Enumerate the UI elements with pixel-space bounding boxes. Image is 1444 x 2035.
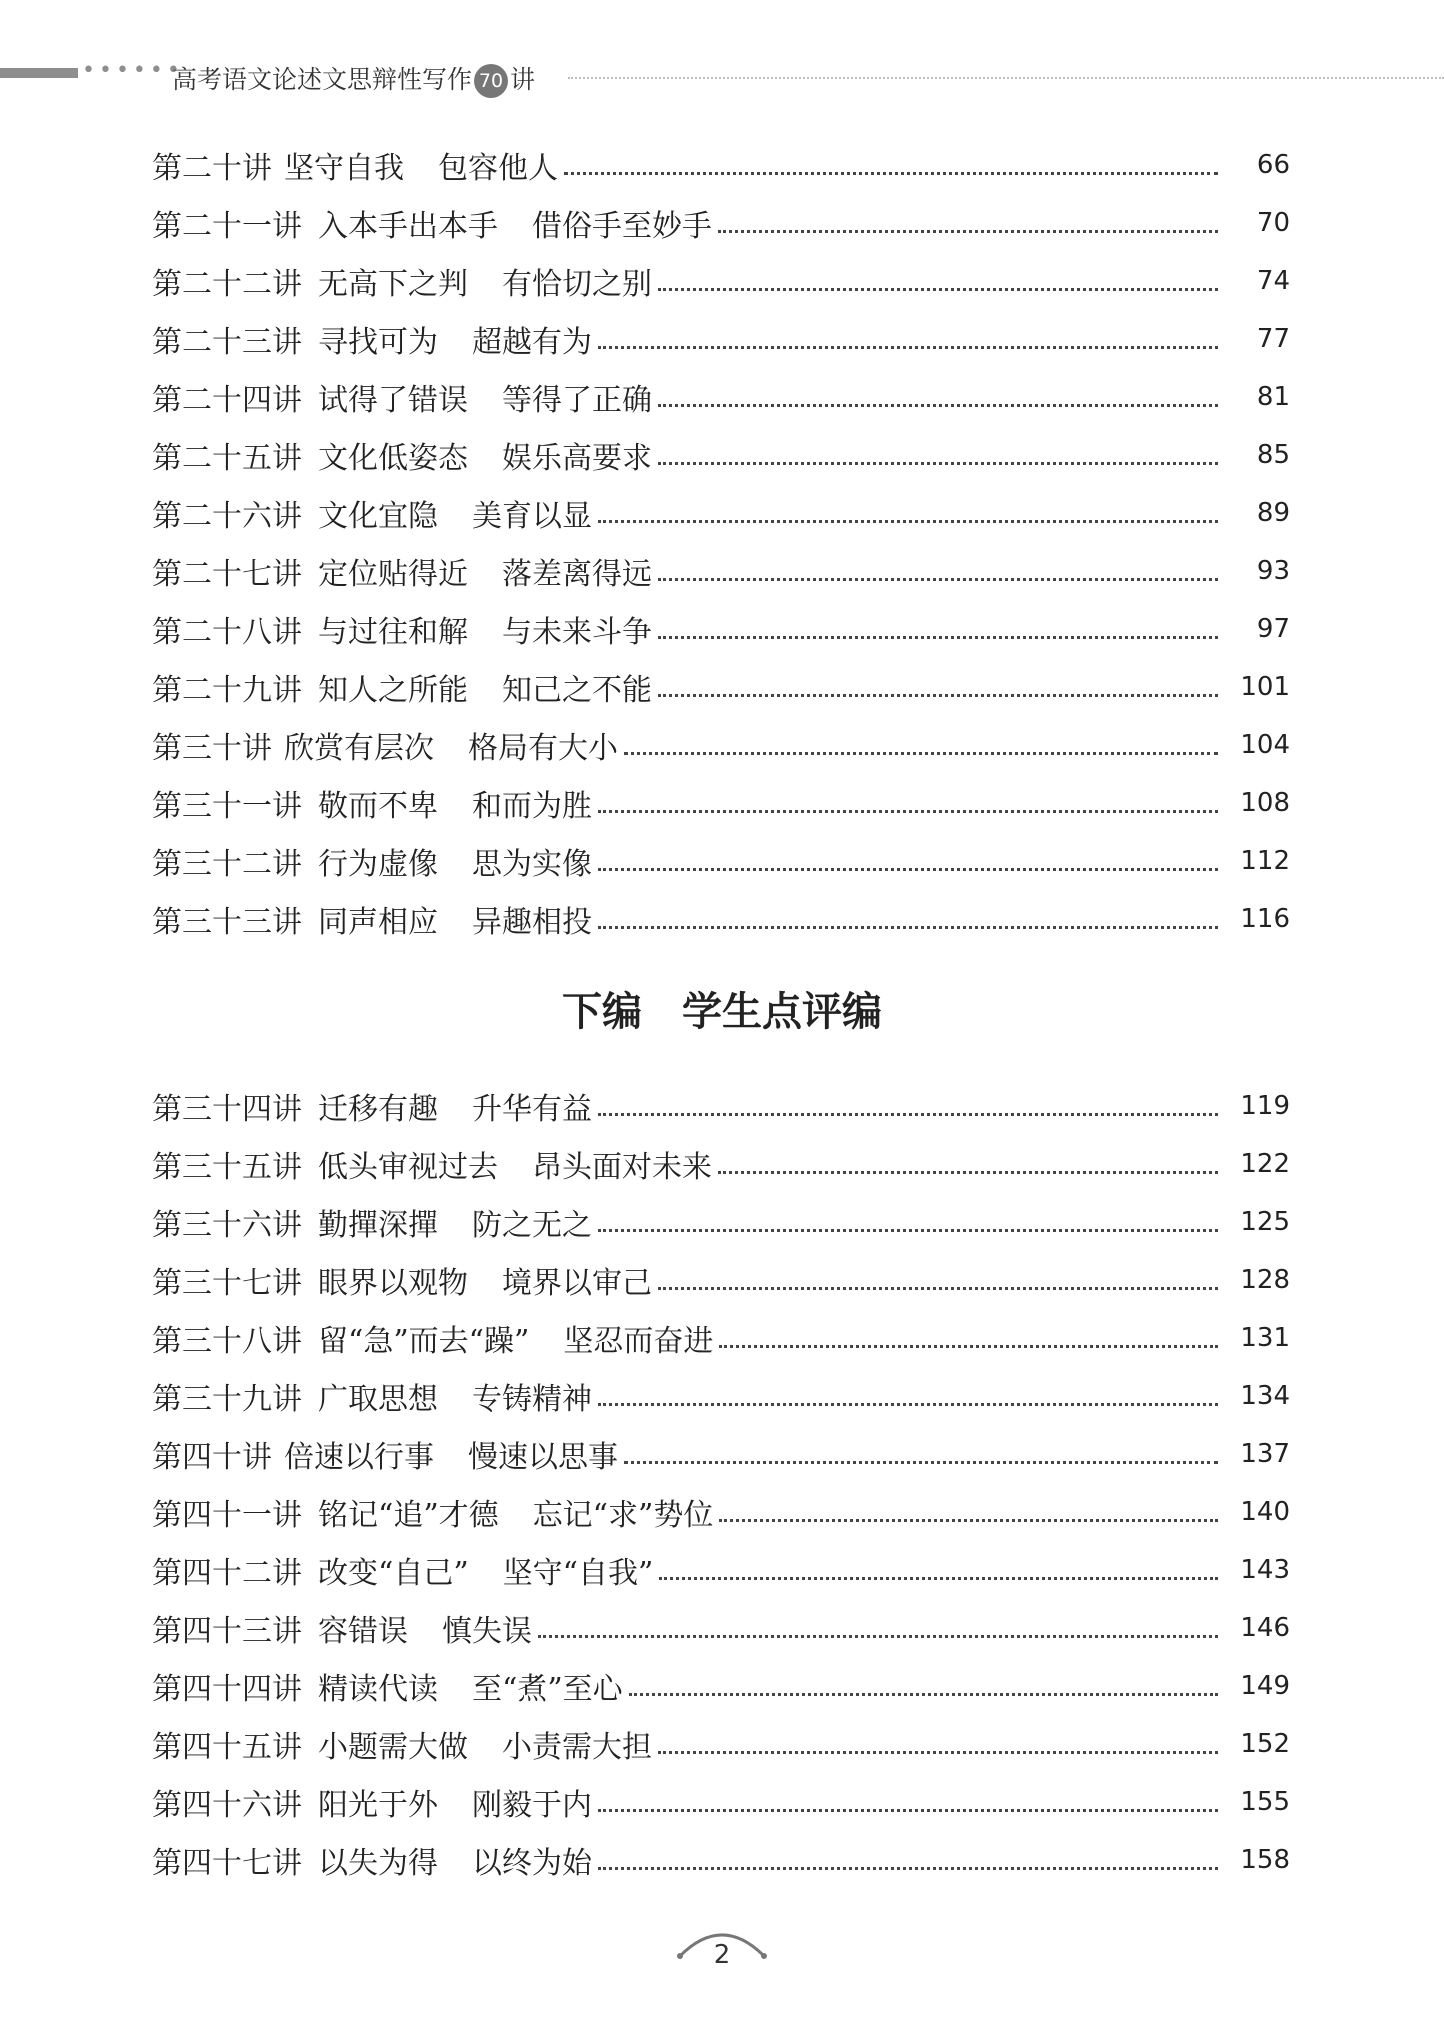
entry-title-part1: 试得了错误: [318, 383, 468, 418]
entry-page-number: 112: [1240, 846, 1290, 876]
entry-title-part1: 定位贴得近: [318, 557, 468, 592]
chapter-number: 第二十六讲: [152, 499, 302, 534]
entry-title-part2: 落差离得远: [502, 557, 652, 592]
dot-leader: [658, 288, 1218, 291]
entry-title-part1: 同声相应: [318, 905, 438, 940]
entry-title-part1: 容错误: [318, 1614, 408, 1649]
dot-leader: [624, 1461, 1218, 1464]
chapter-number: 第三十四讲: [152, 1092, 302, 1127]
dot-leader: [719, 1345, 1218, 1348]
toc-entry[interactable]: [152, 194, 1290, 252]
entry-title-part2: 坚忍而奋进: [563, 1324, 714, 1359]
toc-lower: [152, 1077, 1290, 1889]
section-heading: 下编 学生点评编: [562, 989, 882, 1035]
entry-title-part2: 知己之不能: [502, 673, 652, 708]
toc-entry[interactable]: [152, 368, 1290, 426]
chapter-number: 第四十三讲: [152, 1614, 302, 1649]
dot-leader: [624, 752, 1218, 755]
entry-page-number: 74: [1256, 266, 1290, 296]
dot-leader: [538, 1635, 1218, 1638]
toc-entry[interactable]: [152, 1831, 1290, 1889]
entry-title-part1: 眼界以观物: [318, 1266, 468, 1301]
toc-entry[interactable]: [152, 1077, 1290, 1135]
entry-page-number: 128: [1240, 1265, 1290, 1295]
chapter-number: 第四十二讲: [152, 1556, 302, 1591]
entry-title-part2: 娱乐高要求: [502, 441, 652, 476]
entry-title-part1: 铭记“追”才德: [318, 1498, 499, 1533]
dot-leader: [598, 520, 1218, 523]
header-dots: ••••••: [82, 58, 184, 83]
dot-leader: [658, 462, 1218, 465]
chapter-number: 第二十讲: [152, 151, 272, 186]
chapter-number: 第三十三讲: [152, 905, 302, 940]
entry-title-part1: 小题需大做: [318, 1730, 468, 1765]
entry-title-part1: 广取思想: [318, 1382, 438, 1417]
running-header: [0, 52, 1444, 102]
entry-page-number: 77: [1256, 324, 1290, 354]
entry-title-part1: 敬而不卑: [318, 789, 438, 824]
entry-title-part2: 昂头面对未来: [532, 1150, 712, 1185]
entry-title-part1: 改变“自己”: [318, 1556, 469, 1591]
entry-title-part1: 与过往和解: [318, 615, 468, 650]
entry-title-part1: 文化宜隐: [318, 499, 438, 534]
chapter-number: 第三十讲: [152, 731, 272, 766]
toc-entry[interactable]: [152, 1599, 1290, 1657]
entry-title-part1: 勤撣深撣: [318, 1208, 438, 1243]
entry-title-part2: 格局有大小: [468, 731, 618, 766]
entry-title-part2: 与未来斗争: [502, 615, 652, 650]
entry-page-number: 108: [1240, 788, 1290, 818]
toc-entry[interactable]: [152, 1541, 1290, 1599]
entry-page-number: 81: [1256, 382, 1290, 412]
book-title: [172, 60, 535, 98]
dot-leader: [598, 1809, 1218, 1812]
toc-upper: [152, 136, 1290, 948]
entry-page-number: 116: [1240, 904, 1290, 934]
dot-leader: [564, 172, 1218, 175]
entry-title-part1: 无高下之判: [318, 267, 468, 302]
dot-leader: [659, 1577, 1218, 1580]
entry-title-part2: 小责需大担: [502, 1730, 652, 1765]
toc-entry[interactable]: [152, 832, 1290, 890]
toc-entry[interactable]: [152, 1193, 1290, 1251]
entry-title-part1: 迁移有趣: [318, 1092, 438, 1127]
chapter-number: 第三十九讲: [152, 1382, 302, 1417]
entry-title-part2: 境界以审己: [502, 1266, 652, 1301]
chapter-number: 第三十二讲: [152, 847, 302, 882]
chapter-number: 第二十七讲: [152, 557, 302, 592]
entry-page-number: 104: [1240, 730, 1290, 760]
entry-page-number: 125: [1240, 1207, 1290, 1237]
toc-entry[interactable]: [152, 890, 1290, 948]
chapter-number: 第二十八讲: [152, 615, 302, 650]
dot-leader: [598, 1229, 1218, 1232]
entry-title-part1: 行为虚像: [318, 847, 438, 882]
chapter-number: 第四十五讲: [152, 1730, 302, 1765]
dot-leader: [658, 1287, 1218, 1290]
entry-title-part2: 等得了正确: [502, 383, 652, 418]
entry-page-number: 137: [1240, 1439, 1290, 1469]
toc-entry[interactable]: [152, 542, 1290, 600]
entry-page-number: 158: [1240, 1845, 1290, 1875]
entry-title-part1: 寻找可为: [318, 325, 438, 360]
page-number: 2: [713, 1940, 731, 1970]
title-number-badge: 70: [474, 64, 508, 98]
dot-leader: [658, 578, 1218, 581]
entry-title-part1: 知人之所能: [318, 673, 468, 708]
chapter-number: 第四十一讲: [152, 1498, 302, 1533]
toc-entry[interactable]: [152, 658, 1290, 716]
chapter-number: 第四十讲: [152, 1440, 272, 1475]
dot-leader: [598, 1403, 1218, 1406]
entry-page-number: 97: [1256, 614, 1290, 644]
entry-page-number: 134: [1240, 1381, 1290, 1411]
book-title-suffix: 讲: [510, 65, 536, 94]
toc-entry[interactable]: [152, 1135, 1290, 1193]
entry-title-part1: 留“急”而去“躁”: [318, 1324, 530, 1359]
chapter-number: 第三十六讲: [152, 1208, 302, 1243]
dot-leader: [598, 810, 1218, 813]
entry-title-part2: 慢速以思事: [468, 1440, 618, 1475]
entry-page-number: 131: [1240, 1323, 1290, 1353]
toc-entry[interactable]: [152, 1715, 1290, 1773]
entry-page-number: 85: [1256, 440, 1290, 470]
entry-title-part1: 入本手出本手: [318, 209, 498, 244]
chapter-number: 第二十四讲: [152, 383, 302, 418]
entry-title-part1: 坚守自我: [284, 151, 404, 186]
dot-leader: [718, 230, 1218, 233]
entry-title-part1: 倍速以行事: [284, 1440, 434, 1475]
entry-page-number: 93: [1256, 556, 1290, 586]
dot-leader: [598, 926, 1218, 929]
entry-title-part2: 和而为胜: [472, 789, 592, 824]
toc-entry[interactable]: [152, 136, 1290, 194]
entry-page-number: 89: [1256, 498, 1290, 528]
entry-title-part2: 至“煮”至心: [472, 1672, 623, 1707]
entry-title-part1: 文化低姿态: [318, 441, 468, 476]
chapter-number: 第四十四讲: [152, 1672, 302, 1707]
entry-title-part2: 以终为始: [472, 1846, 592, 1881]
dot-leader: [598, 868, 1218, 871]
entry-title-part2: 美育以显: [472, 499, 592, 534]
chapter-number: 第二十三讲: [152, 325, 302, 360]
dot-leader: [598, 346, 1218, 349]
entry-page-number: 149: [1240, 1671, 1290, 1701]
entry-page-number: 70: [1256, 208, 1290, 238]
toc-entry[interactable]: [152, 1425, 1290, 1483]
chapter-number: 第二十五讲: [152, 441, 302, 476]
dot-leader: [598, 1113, 1218, 1116]
entry-title-part2: 异趣相投: [472, 905, 592, 940]
toc-entry[interactable]: [152, 426, 1290, 484]
entry-title-part2: 升华有益: [472, 1092, 592, 1127]
chapter-number: 第四十七讲: [152, 1846, 302, 1881]
page-footer: [0, 1920, 1444, 1990]
book-title-text: 高考语文论述文思辩性写作: [172, 65, 473, 94]
entry-page-number: 119: [1240, 1091, 1290, 1121]
entry-title-part1: 精读代读: [318, 1672, 438, 1707]
entry-page-number: 66: [1256, 150, 1290, 180]
toc-entry[interactable]: [152, 774, 1290, 832]
dot-leader: [658, 1751, 1218, 1754]
chapter-number: 第三十五讲: [152, 1150, 302, 1185]
chapter-number: 第二十二讲: [152, 267, 302, 302]
toc-entry[interactable]: [152, 1251, 1290, 1309]
entry-page-number: 143: [1240, 1555, 1290, 1585]
entry-title-part2: 刚毅于内: [472, 1788, 592, 1823]
entry-title-part2: 防之无之: [472, 1208, 592, 1243]
dot-leader: [598, 1867, 1218, 1870]
chapter-number: 第二十九讲: [152, 673, 302, 708]
entry-title-part2: 坚守“自我”: [502, 1556, 654, 1591]
dot-leader: [629, 1693, 1218, 1696]
entry-title-part2: 慎失误: [442, 1614, 532, 1649]
dot-leader: [658, 636, 1218, 639]
toc-entry[interactable]: [152, 1309, 1290, 1367]
entry-page-number: 146: [1240, 1613, 1290, 1643]
entry-title-part2: 借俗手至妙手: [532, 209, 712, 244]
entry-page-number: 122: [1240, 1149, 1290, 1179]
toc-entry[interactable]: [152, 484, 1290, 542]
chapter-number: 第二十一讲: [152, 209, 302, 244]
entry-title-part2: 包容他人: [438, 151, 558, 186]
dot-leader: [658, 694, 1218, 697]
chapter-number: 第三十一讲: [152, 789, 302, 824]
entry-title-part2: 思为实像: [472, 847, 592, 882]
toc-entry[interactable]: [152, 1483, 1290, 1541]
dot-leader: [719, 1519, 1218, 1522]
entry-title-part2: 超越有为: [472, 325, 592, 360]
header-bar: [0, 68, 78, 78]
entry-page-number: 152: [1240, 1729, 1290, 1759]
entry-title-part2: 有恰切之别: [502, 267, 652, 302]
entry-page-number: 101: [1240, 672, 1290, 702]
chapter-number: 第四十六讲: [152, 1788, 302, 1823]
header-dotted-rule: [568, 77, 1444, 79]
dot-leader: [658, 404, 1218, 407]
toc-entry[interactable]: [152, 1367, 1290, 1425]
toc-entry[interactable]: [152, 1773, 1290, 1831]
entry-page-number: 140: [1240, 1497, 1290, 1527]
toc-entry[interactable]: [152, 310, 1290, 368]
entry-title-part2: 专铸精神: [472, 1382, 592, 1417]
entry-title-part1: 阳光于外: [318, 1788, 438, 1823]
toc-entry[interactable]: [152, 252, 1290, 310]
chapter-number: 第三十七讲: [152, 1266, 302, 1301]
entry-page-number: 155: [1240, 1787, 1290, 1817]
dot-leader: [718, 1171, 1218, 1174]
chapter-number: 第三十八讲: [152, 1324, 302, 1359]
toc-entry[interactable]: [152, 600, 1290, 658]
toc-entry[interactable]: [152, 1657, 1290, 1715]
entry-title-part1: 低头审视过去: [318, 1150, 498, 1185]
entry-title-part2: 忘记“求”势位: [532, 1498, 714, 1533]
entry-title-part1: 欣赏有层次: [284, 731, 434, 766]
toc-entry[interactable]: [152, 716, 1290, 774]
entry-title-part1: 以失为得: [318, 1846, 438, 1881]
